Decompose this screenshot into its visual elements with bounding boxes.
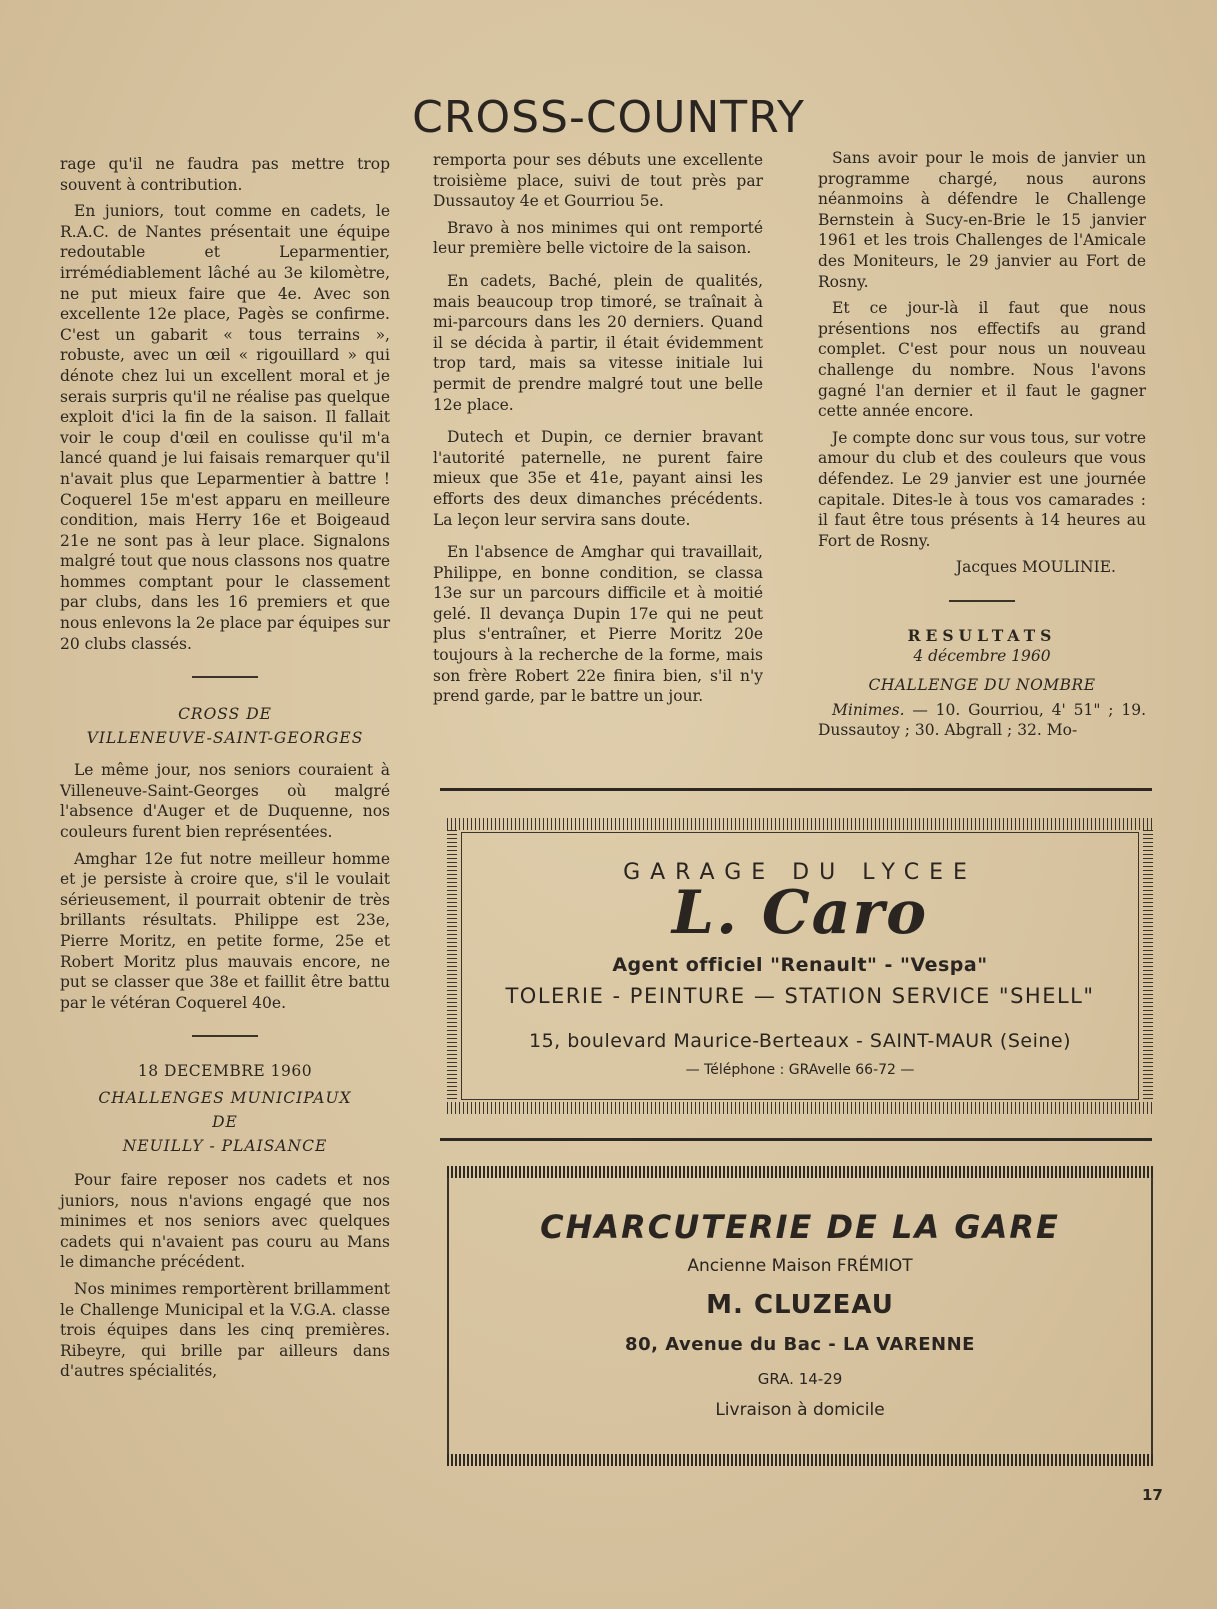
column-right [818,148,1146,747]
results-date: 4 décembre 1960 [913,647,1051,666]
col3-paragraph-2: Et ce jour-là il faut que nous présentions nos effectifs au grand complet. C'est pour nous un nouveau challenge du nombre. Nous l'avons gagné l'an dernier et il faut le gagner cette année encore. [818,299,1146,421]
garage-owner: L. Caro [671,878,929,948]
garage-services: TOLERIE - PEINTURE — STATION SERVICE "SHELL" [505,984,1095,1008]
minimes-label: Minimes. [832,700,905,719]
results-heading: RESULTATS [907,625,1057,645]
col2-paragraph-5: En l'absence de Amghar qui travaillait, Philippe, en bonne condition, se classa 13e sur un parcours difficile et à moitié gelé. Il devança Dupin 17e qui ne peut plus s'entraîner, et Pierre Moritz 20e toujours à la recherche de la forme, mais son frère Robert 22e finira bien, s'il n'y prend garde, par le battre un jour. [433,543,763,706]
page-number: 17 [1142,1486,1163,1504]
ad-separator-rule [440,1138,1152,1141]
shop-owner: M. CLUZEAU [706,1290,894,1320]
column-middle [433,150,763,713]
garage-address: 15, boulevard Maurice-Berteaux - SAINT-MAUR (Seine) [528,1030,1071,1052]
section-heading-challenges-1: CHALLENGES MUNICIPAUX [98,1088,352,1107]
shop-name: CHARCUTERIE DE LA GARE [540,1208,1060,1246]
section-date: 18 DECEMBRE 1960 [137,1062,313,1081]
column-left [60,154,390,1388]
ad-border-top [447,818,1153,830]
shop-delivery: Livraison à domicile [715,1400,885,1420]
section-divider [949,600,1015,602]
section-divider [192,1035,258,1037]
col2-paragraph-3: En cadets, Baché, plein de qualités, mais beaucoup trop timoré, se traînait à mi-parcours dans les 20 derniers. Quand il se décida à partir, il était évidemment trop tard, mais sa vitesse initiale lui permit de prendre malgré tout une belle 12e place. [433,271,763,414]
results-minimes [818,700,1146,741]
col1-paragraph-1: rage qu'il ne faudra pas mettre trop souvent à contribution. [60,155,390,194]
advertisement-garage [447,818,1153,1114]
col1-paragraph-6: Nos minimes remportèrent brillamment le Challenge Municipal et la V.G.A. classe trois équipes dans les cinq premières. Ribeyre, qui brille par ailleurs dans d'autres spécialités, [60,1279,390,1381]
col2-paragraph-1: remporta pour ses débuts une excellente troisième place, suivi de tout près par Dussautoy 4e et Gourriou 5e. [433,151,763,211]
col2-paragraph-2: Bravo à nos minimes qui ont remporté leur première belle victoire de la saison. [433,218,763,258]
garage-agency: Agent officiel "Renault" - "Vespa" [612,954,988,976]
shop-former-name: Ancienne Maison FRÉMIOT [687,1256,913,1276]
col1-paragraph-2: En juniors, tout comme en cadets, le R.A.C. de Nantes présentait une équipe redoutable et Leparmentier, irrémédiablement lâché au 3e kilomètre, ne put mieux faire que 4e. Avec son excellente 12e place, Pagès se confirme. C'est un gabarit « tous terrains », robuste, avec un œil « rigouillard » qui dénote chez lui un excellent moral et je serais surpris qu'il ne réalise pas quelque exploit d'ici la fin de la saison. Il fallait voir le coup d'œil en coulisse qu'il m'a lancé quand je lui faisais remarquer qu'il n'avait plus que Leparmentier à battre ! Coquerel 15e m'est apparu en meilleure condition, mais Herry 16e et Boigeaud 21e ne sont pas à leur place. Signalons malgré tout que nous classons nos quatre hommes comptant pour le classement par clubs, dans les 16 premiers et que nous enlevons la 2e place par équipes sur 20 clubs classés. [60,202,390,653]
section-heading-villeneuve-2: VILLENEUVE-SAINT-GEORGES [86,729,364,748]
col3-paragraph-1: Sans avoir pour le mois de janvier un programme chargé, nous aurons néanmoins à défendre le Challenge Bernstein à Sucy-en-Brie le 15 janvier 1961 et les trois Challenges de l'Amicale des Moniteurs, le 29 janvier au Fort de Rosny. [818,149,1146,291]
section-divider [192,676,258,678]
col1-paragraph-3: Le même jour, nos seniors couraient à Villeneuve-Saint-Georges où malgré l'absence d'Auger et de Duquenne, nos couleurs furent bien représentées. [60,761,390,842]
ad-separator-rule [440,788,1152,791]
garage-name: GARAGE DU LYCEE [623,860,977,885]
col2-paragraph-4: Dutech et Dupin, ce dernier bravant l'autorité paternelle, ne purent faire mieux que 35e et 41e, payant ainsi les efforts des deux dimanches précédents. La leçon leur servira sans doute. [433,428,763,529]
advertisement-charcuterie [447,1166,1153,1466]
ad-border-top [447,1166,1153,1178]
col1-paragraph-5: Pour faire reposer nos cadets et nos juniors, nous n'avions engagé que nos minimes et nos seniors avec quelques cadets qui n'avaient pas couru au Mans le dimanche précédent. [60,1170,390,1272]
col1-paragraph-4: Amghar 12e fut notre meilleur homme et je persiste à croire que, s'il le voulait sérieusement, il pourrait obtenir de très brillants résultats. Philippe est 23e, Pierre Moritz, en petite forme, 25e et Robert Moritz plus mauvais encore, ne put se classer que 38e et faillit être battu par le vétéran Coquerel 40e. [60,849,390,1012]
challenge-heading: CHALLENGE DU NOMBRE [868,676,1096,695]
minimes-results: — 10. Gourriou, 4' 51" ; 19. Dussautoy ; 30. Abgrall ; 32. Mo- [818,700,1146,740]
page-title: CROSS-COUNTRY [412,92,805,143]
garage-phone: — Téléphone : GRAvelle 66-72 — [685,1062,915,1078]
col3-paragraph-3: Je compte donc sur vous tous, sur votre amour du club et des couleurs que vous défendez. Le 29 janvier est une journée capitale. Dites-le à tous vos camarades : il faut être tous présents à 14 heures au Fort de Rosny. [818,428,1146,550]
section-heading-challenges-3: NEUILLY - PLAISANCE [122,1136,328,1155]
section-heading-challenges-2: DE [212,1112,238,1131]
shop-address: 80, Avenue du Bac - LA VARENNE [625,1334,975,1355]
shop-phone: GRA. 14-29 [757,1370,843,1388]
ad-border-bottom [447,1102,1153,1114]
ad-border-bottom [447,1454,1153,1466]
signature: Jacques MOULINIE. [955,558,1116,577]
section-heading-villeneuve-1: CROSS DE [178,705,272,724]
